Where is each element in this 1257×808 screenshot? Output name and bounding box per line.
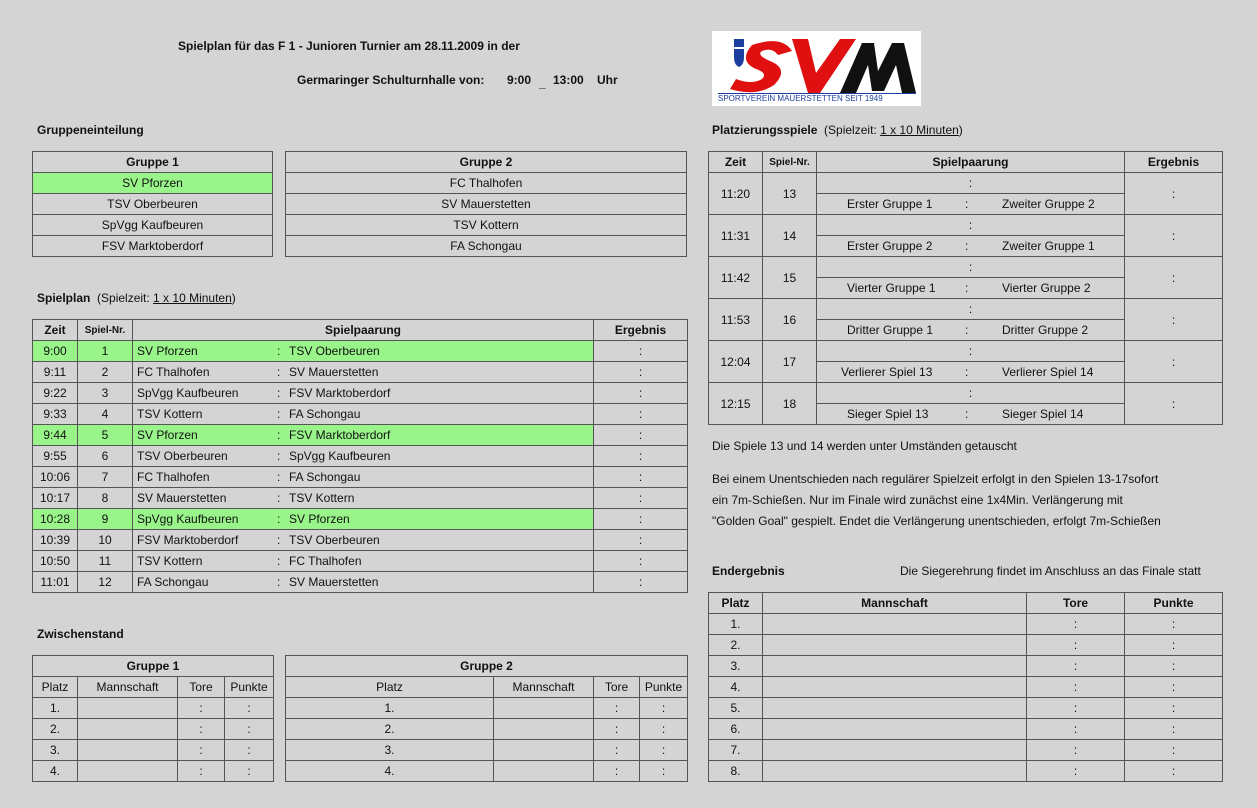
points-cell: : — [225, 698, 274, 719]
final-col-punkte: Punkte — [1125, 593, 1223, 614]
away-team: SV Mauerstetten — [289, 575, 379, 589]
placement-col-result: Ergebnis — [1125, 152, 1223, 173]
swap-note: Die Spiele 13 und 14 werden unter Umständen getauscht — [712, 439, 1017, 453]
match-pairing — [133, 467, 594, 488]
col-tore: Tore — [594, 677, 640, 698]
club-logo — [712, 31, 921, 106]
group2-team: SV Mauerstetten — [286, 194, 687, 215]
pair-sep: : — [277, 428, 281, 442]
home-team: Erster Gruppe 2 — [847, 239, 933, 253]
table-row — [33, 719, 274, 740]
schedule-col-nr: Spiel-Nr. — [78, 320, 133, 341]
away-team: SpVgg Kaufbeuren — [289, 449, 391, 463]
away-team: TSV Kottern — [289, 491, 355, 505]
table-row — [33, 530, 688, 551]
match-result: : — [594, 530, 688, 551]
match-nr: 15 — [763, 257, 817, 299]
table-row — [709, 215, 1223, 236]
schedule-note-suffix: ) — [231, 291, 236, 305]
pair-sep: : — [965, 365, 969, 379]
place: 7. — [709, 740, 763, 761]
pair-sep: : — [965, 197, 969, 211]
table-row — [709, 719, 1223, 740]
table-row — [286, 719, 688, 740]
match-result: : — [594, 572, 688, 593]
table-row — [33, 509, 688, 530]
match-result: : — [594, 383, 688, 404]
match-pairing — [133, 362, 594, 383]
pair-sep: : — [277, 365, 281, 379]
match-nr: 7 — [78, 467, 133, 488]
match-pairing — [817, 278, 1125, 299]
team-cell — [494, 719, 594, 740]
group1-team: SpVgg Kaufbeuren — [33, 215, 273, 236]
col-mannschaft: Mannschaft — [78, 677, 178, 698]
time-unit: Uhr — [597, 73, 618, 87]
home-team: SpVgg Kaufbeuren — [137, 386, 239, 400]
interim-group1-table — [32, 655, 274, 782]
home-team: TSV Kottern — [137, 407, 203, 421]
pair-sep: : — [965, 281, 969, 295]
schedule-note-duration: 1 x 10 Minuten — [153, 291, 232, 305]
team-cell — [78, 719, 178, 740]
interim-group1-header: Gruppe 1 — [33, 656, 274, 677]
place: 2. — [709, 635, 763, 656]
group1-team: SV Pforzen — [33, 173, 273, 194]
home-team: FSV Marktoberdorf — [137, 533, 239, 547]
schedule-note-prefix: (Spielzeit: — [97, 291, 154, 305]
match-nr: 14 — [763, 215, 817, 257]
table-row — [286, 740, 688, 761]
match-time: 9:11 — [33, 362, 78, 383]
pairing-blank: : — [817, 215, 1125, 236]
match-time: 11:20 — [709, 173, 763, 215]
placement-note-duration: 1 x 10 Minuten — [880, 123, 959, 137]
team-cell — [763, 635, 1027, 656]
placement-col-pairing: Spielpaarung — [817, 152, 1125, 173]
place: 2. — [286, 719, 494, 740]
final-col-tore: Tore — [1027, 593, 1125, 614]
goals-cell: : — [178, 719, 225, 740]
goals-cell: : — [1027, 698, 1125, 719]
match-result: : — [594, 404, 688, 425]
match-time: 11:53 — [709, 299, 763, 341]
schedule-col-time: Zeit — [33, 320, 78, 341]
match-pairing — [133, 425, 594, 446]
match-nr: 3 — [78, 383, 133, 404]
team-cell — [494, 761, 594, 782]
points-cell: : — [1125, 719, 1223, 740]
groups-title: Gruppeneinteilung — [37, 123, 144, 137]
away-team: FSV Marktoberdorf — [289, 428, 391, 442]
pairing-blank: : — [817, 299, 1125, 320]
table-row — [709, 635, 1223, 656]
table-row — [33, 572, 688, 593]
goals-cell: : — [1027, 719, 1125, 740]
place: 2. — [33, 719, 78, 740]
home-team: SpVgg Kaufbeuren — [137, 512, 239, 526]
match-time: 9:55 — [33, 446, 78, 467]
points-cell: : — [1125, 635, 1223, 656]
col-punkte: Punkte — [640, 677, 688, 698]
placement-note-prefix: (Spielzeit: — [824, 123, 881, 137]
points-cell: : — [640, 719, 688, 740]
match-result: : — [594, 467, 688, 488]
schedule-col-pairing: Spielpaarung — [133, 320, 594, 341]
match-time: 9:33 — [33, 404, 78, 425]
away-team: FC Thalhofen — [289, 554, 362, 568]
pairing-blank: : — [817, 257, 1125, 278]
team-cell — [763, 761, 1027, 782]
placement-col-nr: Spiel-Nr. — [763, 152, 817, 173]
match-time: 12:15 — [709, 383, 763, 425]
team-cell — [78, 761, 178, 782]
final-table — [708, 592, 1223, 782]
away-team: Sieger Spiel 14 — [1002, 407, 1084, 421]
place: 1. — [33, 698, 78, 719]
match-pairing — [817, 362, 1125, 383]
pair-sep: : — [277, 575, 281, 589]
points-cell: : — [1125, 761, 1223, 782]
away-team: Vierter Gruppe 2 — [1002, 281, 1091, 295]
points-cell: : — [1125, 740, 1223, 761]
points-cell: : — [225, 761, 274, 782]
table-row — [286, 698, 688, 719]
pair-sep: : — [965, 323, 969, 337]
final-title: Endergebnis — [712, 564, 785, 578]
col-tore: Tore — [178, 677, 225, 698]
match-result: : — [594, 362, 688, 383]
goals-cell: : — [1027, 677, 1125, 698]
start-time: 9:00 — [507, 73, 532, 87]
match-pairing — [133, 509, 594, 530]
match-time: 10:28 — [33, 509, 78, 530]
pair-sep: : — [277, 533, 281, 547]
place: 6. — [709, 719, 763, 740]
group1-team: FSV Marktoberdorf — [33, 236, 273, 257]
match-result: : — [1125, 299, 1223, 341]
pair-sep: : — [277, 512, 281, 526]
placement-title-line — [712, 123, 963, 137]
interim-group2-header: Gruppe 2 — [286, 656, 688, 677]
home-team: Vierter Gruppe 1 — [847, 281, 936, 295]
table-row — [33, 467, 688, 488]
match-time: 11:42 — [709, 257, 763, 299]
place: 4. — [286, 761, 494, 782]
match-result: : — [1125, 383, 1223, 425]
col-platz: Platz — [33, 677, 78, 698]
match-nr: 4 — [78, 404, 133, 425]
match-pairing — [133, 572, 594, 593]
match-pairing — [133, 383, 594, 404]
home-team: FA Schongau — [137, 575, 209, 589]
match-nr: 12 — [78, 572, 133, 593]
match-pairing — [133, 530, 594, 551]
match-time: 12:04 — [709, 341, 763, 383]
points-cell: : — [225, 740, 274, 761]
table-row — [33, 488, 688, 509]
match-time: 10:50 — [33, 551, 78, 572]
match-time: 10:06 — [33, 467, 78, 488]
table-row — [33, 740, 274, 761]
points-cell: : — [1125, 677, 1223, 698]
match-result: : — [1125, 173, 1223, 215]
schedule-title: Spielplan — [37, 291, 91, 305]
match-pairing — [817, 320, 1125, 341]
match-nr: 6 — [78, 446, 133, 467]
table-row — [33, 341, 688, 362]
place: 4. — [709, 677, 763, 698]
group1-header: Gruppe 1 — [33, 152, 273, 173]
away-team: FSV Marktoberdorf — [289, 386, 391, 400]
match-time: 9:22 — [33, 383, 78, 404]
placement-note-suffix: ) — [958, 123, 963, 137]
schedule-col-result: Ergebnis — [594, 320, 688, 341]
table-row — [709, 656, 1223, 677]
away-team: SV Pforzen — [289, 512, 350, 526]
team-cell — [763, 677, 1027, 698]
match-result: : — [594, 551, 688, 572]
match-nr: 11 — [78, 551, 133, 572]
goals-cell: : — [1027, 635, 1125, 656]
away-team: Verlierer Spiel 14 — [1002, 365, 1094, 379]
home-team: Verlierer Spiel 13 — [841, 365, 933, 379]
away-team: Zweiter Gruppe 2 — [1002, 197, 1095, 211]
group2-team: FC Thalhofen — [286, 173, 687, 194]
final-col-platz: Platz — [709, 593, 763, 614]
goals-cell: : — [1027, 656, 1125, 677]
match-nr: 10 — [78, 530, 133, 551]
match-nr: 13 — [763, 173, 817, 215]
schedule-table — [32, 319, 688, 593]
ceremony-note: Die Siegerehrung findet im Anschluss an das Finale statt — [900, 564, 1201, 578]
end-time: 13:00 — [553, 73, 584, 87]
table-row — [286, 761, 688, 782]
place: 4. — [33, 761, 78, 782]
points-cell: : — [640, 698, 688, 719]
goals-cell: : — [1027, 761, 1125, 782]
match-result: : — [1125, 215, 1223, 257]
away-team: FA Schongau — [289, 470, 361, 484]
place: 5. — [709, 698, 763, 719]
match-nr: 5 — [78, 425, 133, 446]
time-dash: _ — [539, 76, 546, 90]
pair-sep: : — [965, 407, 969, 421]
place: 3. — [33, 740, 78, 761]
group1-table — [32, 151, 273, 257]
home-team: FC Thalhofen — [137, 470, 210, 484]
placement-title: Platzierungsspiele — [712, 123, 818, 137]
table-row — [709, 677, 1223, 698]
points-cell: : — [225, 719, 274, 740]
place: 8. — [709, 761, 763, 782]
col-mannschaft: Mannschaft — [494, 677, 594, 698]
team-cell — [763, 656, 1027, 677]
table-row — [709, 614, 1223, 635]
placement-col-time: Zeit — [709, 152, 763, 173]
pair-sep: : — [277, 554, 281, 568]
goals-cell: : — [594, 698, 640, 719]
logo-text: SPORTVEREIN MAUERSTETTEN SEIT 1949 — [718, 94, 883, 103]
place: 3. — [286, 740, 494, 761]
match-result: : — [594, 488, 688, 509]
header-line1: Spielplan für das F 1 - Junioren Turnier am 28.11.2009 in der — [178, 39, 520, 53]
table-row — [709, 740, 1223, 761]
place: 3. — [709, 656, 763, 677]
team-cell — [494, 740, 594, 761]
placement-table — [708, 151, 1223, 425]
place: 1. — [709, 614, 763, 635]
pair-sep: : — [277, 470, 281, 484]
match-nr: 9 — [78, 509, 133, 530]
away-team: Dritter Gruppe 2 — [1002, 323, 1089, 337]
group1-team: TSV Oberbeuren — [33, 194, 273, 215]
match-time: 11:01 — [33, 572, 78, 593]
header-line2-label: Germaringer Schulturnhalle von: — [297, 73, 485, 87]
goals-cell: : — [178, 740, 225, 761]
away-team: Zweiter Gruppe 1 — [1002, 239, 1095, 253]
home-team: FC Thalhofen — [137, 365, 210, 379]
interim-title: Zwischenstand — [37, 627, 124, 641]
match-pairing — [817, 404, 1125, 425]
match-nr: 16 — [763, 299, 817, 341]
match-result: : — [1125, 341, 1223, 383]
group2-header: Gruppe 2 — [286, 152, 687, 173]
match-pairing — [133, 404, 594, 425]
home-team: SV Mauerstetten — [137, 491, 227, 505]
match-pairing — [133, 341, 594, 362]
match-result: : — [1125, 257, 1223, 299]
col-punkte: Punkte — [225, 677, 274, 698]
table-row — [709, 761, 1223, 782]
points-cell: : — [640, 761, 688, 782]
away-team: SV Mauerstetten — [289, 365, 379, 379]
match-pairing — [133, 446, 594, 467]
match-nr: 17 — [763, 341, 817, 383]
group2-team: TSV Kottern — [286, 215, 687, 236]
table-row — [33, 698, 274, 719]
team-cell — [494, 698, 594, 719]
match-time: 11:31 — [709, 215, 763, 257]
pairing-blank: : — [817, 341, 1125, 362]
team-cell — [78, 740, 178, 761]
away-team: TSV Oberbeuren — [289, 344, 380, 358]
goals-cell: : — [594, 740, 640, 761]
match-time: 9:44 — [33, 425, 78, 446]
pairing-blank: : — [817, 173, 1125, 194]
home-team: Erster Gruppe 1 — [847, 197, 933, 211]
table-row — [709, 257, 1223, 278]
goals-cell: : — [594, 761, 640, 782]
goals-cell: : — [594, 719, 640, 740]
pair-sep: : — [277, 491, 281, 505]
points-cell: : — [640, 740, 688, 761]
match-nr: 2 — [78, 362, 133, 383]
match-pairing — [133, 551, 594, 572]
home-team: TSV Oberbeuren — [137, 449, 228, 463]
team-cell — [763, 614, 1027, 635]
pair-sep: : — [965, 239, 969, 253]
home-team: TSV Kottern — [137, 554, 203, 568]
home-team: SV Pforzen — [137, 344, 198, 358]
home-team: Dritter Gruppe 1 — [847, 323, 934, 337]
table-row — [33, 425, 688, 446]
match-result: : — [594, 509, 688, 530]
table-row — [33, 551, 688, 572]
pairing-blank: : — [817, 383, 1125, 404]
goals-cell: : — [178, 761, 225, 782]
table-row — [709, 299, 1223, 320]
match-nr: 1 — [78, 341, 133, 362]
table-row — [33, 761, 274, 782]
match-pairing — [133, 488, 594, 509]
match-time: 10:17 — [33, 488, 78, 509]
pair-sep: : — [277, 344, 281, 358]
table-row — [709, 173, 1223, 194]
points-cell: : — [1125, 698, 1223, 719]
match-time: 10:39 — [33, 530, 78, 551]
match-time: 9:00 — [33, 341, 78, 362]
table-row — [709, 698, 1223, 719]
table-row — [33, 383, 688, 404]
match-nr: 18 — [763, 383, 817, 425]
table-row — [33, 404, 688, 425]
home-team: SV Pforzen — [137, 428, 198, 442]
match-result: : — [594, 341, 688, 362]
team-cell — [78, 698, 178, 719]
match-pairing — [817, 236, 1125, 257]
team-cell — [763, 719, 1027, 740]
table-row — [33, 446, 688, 467]
place: 1. — [286, 698, 494, 719]
col-platz: Platz — [286, 677, 494, 698]
group2-table — [285, 151, 687, 257]
goals-cell: : — [1027, 614, 1125, 635]
interim-group2-table — [285, 655, 688, 782]
table-row — [709, 383, 1223, 404]
match-result: : — [594, 446, 688, 467]
away-team: FA Schongau — [289, 407, 361, 421]
schedule-title-line — [37, 291, 236, 305]
match-result: : — [594, 425, 688, 446]
home-team: Sieger Spiel 13 — [847, 407, 929, 421]
rule-line-3: "Golden Goal" gespielt. Endet die Verlängerung unentschieden, erfolgt 7m-Schießen — [712, 514, 1161, 528]
table-row — [33, 362, 688, 383]
points-cell: : — [1125, 656, 1223, 677]
goals-cell: : — [178, 698, 225, 719]
team-cell — [763, 698, 1027, 719]
pair-sep: : — [277, 407, 281, 421]
goals-cell: : — [1027, 740, 1125, 761]
rule-line-2: ein 7m-Schießen. Nur im Finale wird zunächst eine 1x4Min. Verlängerung mit — [712, 493, 1123, 507]
pair-sep: : — [277, 449, 281, 463]
pair-sep: : — [277, 386, 281, 400]
final-col-mannschaft: Mannschaft — [763, 593, 1027, 614]
away-team: TSV Oberbeuren — [289, 533, 380, 547]
match-pairing — [817, 194, 1125, 215]
points-cell: : — [1125, 614, 1223, 635]
table-row — [709, 341, 1223, 362]
group2-team: FA Schongau — [286, 236, 687, 257]
match-nr: 8 — [78, 488, 133, 509]
rule-line-1: Bei einem Unentschieden nach regulärer Spielzeit erfolgt in den Spielen 13-17sofort — [712, 472, 1159, 486]
team-cell — [763, 740, 1027, 761]
